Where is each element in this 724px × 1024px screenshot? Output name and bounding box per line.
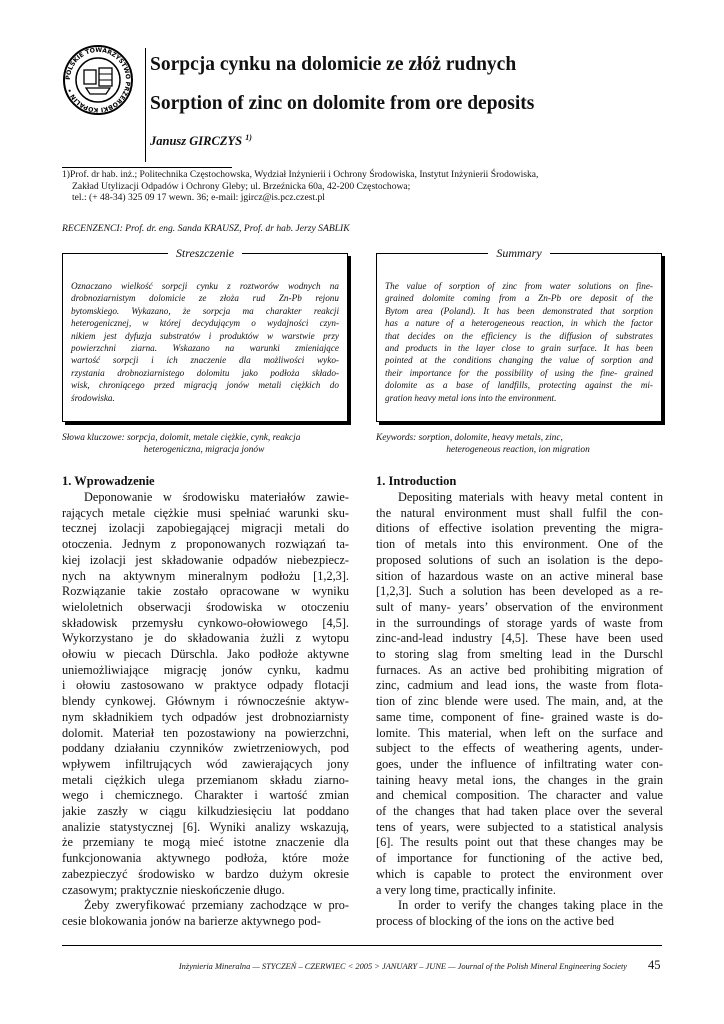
section-heading-polish: 1. Wprowadzenie [62, 474, 155, 488]
page-number: 45 [648, 958, 661, 972]
keywords-line: Słowa kluczowe: sorpcja, dolomit, metale ciężkie, cynk, reakcja [62, 433, 301, 443]
author-footnote [62, 169, 672, 204]
abstract-line: powierzchni ziarna. Wskazano na warunki zmieniające [71, 343, 339, 354]
body-line: zinc-and-lead industry [4,5]. These have been used [376, 631, 663, 646]
abstract-line: dolomite as a base of landfills, protecting against the mi- [385, 380, 653, 391]
abstract-line: środowiska. [71, 392, 115, 403]
abstract-line: Oznaczano wielkość sorpcji cynku z roztworów wodnych na [71, 281, 339, 291]
body-line: funkcjonowania aktywnego podłoża, które może [62, 851, 349, 866]
body-line: wego i chemicznego. Charakter i wartość zmian [62, 788, 349, 803]
section-heading-english: 1. Introduction [376, 474, 457, 488]
abstract-line: nikiem jest dyfuzja substratów i produktów w warstwie przy [71, 330, 339, 341]
keywords-line: Keywords: sorption, dolomite, heavy metals, zinc, [376, 433, 563, 443]
svg-text:POLSKIE TOWARZYSTWO PRZERÓBKI: POLSKIE TOWARZYSTWO PRZERÓBKI KOPALIN • [64, 46, 132, 114]
body-line: taining heavy metal ions, the changes in the grain [376, 772, 663, 787]
abstract-line: Bytom area (Poland). It has been demonstrated that sorption [385, 305, 653, 316]
abstract-polish-box [62, 246, 348, 422]
body-line: dolomit. Materiał ten pozostawiony na powierzchni, [62, 725, 349, 740]
footnote-line: tel.: (+ 48-34) 325 09 17 wewn. 36; e-mail: jgircz@is.pcz.czest.pl [72, 192, 325, 204]
reviewers: RECENZENCI: Prof. dr. eng. Sanda KRAUSZ, Prof. dr hab. Jerzy SABLIK [62, 223, 350, 234]
body-line: zabezpieczyć środowisko w bardzo dużym okresie [62, 866, 349, 881]
body-line: goes, under the influence of infiltrating water con- [376, 756, 663, 771]
body-line: In order to verify the changes taking place in the [398, 898, 663, 913]
abstract-line: pointed at the conditions changing the value of sorption and [385, 355, 653, 366]
body-line: ołowiu w piecach Dürschla. Jako podłoże aktywne [62, 647, 349, 662]
body-line: metali ciężkich ulega przemianom składu ziarno- [62, 772, 349, 787]
author-name: Janusz GIRCZYS [150, 134, 243, 149]
body-line: czasowym; praktycznie nieskończenie długo. [62, 882, 285, 897]
body-line: tion of zinc blende were used. The main, and, at the [376, 694, 663, 709]
abstract-line: wisk, chroniącego przed migracją jonów metali ciężkich do [71, 380, 339, 391]
abstract-line: grained dolomite coming from a Zn-Pb ore deposit of the [385, 293, 653, 304]
body-line: tecznej izolacji zapobiegającej migracji metali do [62, 521, 349, 536]
body-line: to storing slag from smelting lead in the Durschl [376, 647, 663, 662]
body-line: a very long time, practically infinite. [376, 882, 556, 897]
title-polish: Sorpcja cynku na dolomicie ze złóż rudnych [150, 54, 517, 75]
abstract-line: The value of sorption of zinc from water solutions on fine- [385, 281, 653, 291]
society-logo [62, 44, 134, 116]
body-line: uniemożliwiające migrację jonów cynku, kadmu [62, 662, 349, 677]
abstract-line: has a nature of a heterogeneous reaction, in which the factor [385, 318, 653, 329]
abstract-line: and products in the layer close to grain surface. It has been [385, 343, 653, 354]
society-seal-icon [62, 44, 134, 116]
footnote-divider [62, 167, 232, 168]
abstract-english-title: Summary [488, 246, 549, 260]
abstract-english-text [385, 280, 653, 404]
body-line: which is capable to protect the environment over [376, 866, 663, 881]
body-line: blendy cynkowej. Głównym i równocześnie aktyw- [62, 694, 349, 709]
body-line: że przemiany te mogą mieć istotne znaczenie dla [62, 835, 349, 850]
footer-divider [62, 945, 662, 946]
body-line: [6]. The results point out that these changes may be [376, 835, 663, 850]
header-divider [145, 48, 146, 162]
body-line: the natural environment must shall fulfil the con- [376, 505, 663, 520]
body-line: nych na aktywnym mineralnym podłożu [1,2,3]. [62, 568, 349, 583]
body-line: lomite. This material, when left on the surface and [376, 725, 663, 740]
abstract-line: their importance for the possibility of using the fine- grained [385, 367, 653, 378]
body-line: same time, component of fine- grained waste is do- [376, 709, 663, 724]
footnote-line: 1)Prof. dr hab. inż.; Politechnika Częstochowska, Wydział Inżynierii i Ochrony Środowiska, Instytut Inżynierii Środowiska, [62, 169, 539, 180]
title-english: Sorption of zinc on dolomite from ore deposits [150, 93, 535, 114]
body-line: Rozwiązanie takie zostało opracowane w wyniku [62, 584, 349, 599]
body-line: wpływem infiltrujących wód zawierających jony [62, 756, 349, 771]
journal-footer: Inżynieria Mineralna — STYCZEŃ – CZERWIEC < 2005 > JANUARY – JUNE — Journal of the Polish Mineral Engineering Society [178, 962, 627, 971]
abstract-line: gration heavy metal ions into the environment. [385, 392, 557, 403]
footnote-line: Zakład Utylizacji Odpadów i Ochrony Gleby; ul. Brzeźnicka 60a, 42-200 Częstochowa; [72, 180, 411, 192]
body-line: furnaces. As an active bed prohibiting migration of [376, 662, 663, 677]
body-line: otoczenia. Jednym z proponowanych rozwiązań ta- [62, 537, 349, 552]
keywords-line: heterogeneous reaction, ion migration [446, 445, 590, 455]
body-line: wieloletnich obserwacji środowiska w otoczeniu [62, 599, 349, 614]
author-footnote-marker: 1) [245, 133, 252, 142]
abstract-line: bytomskiego. Wykazano, że sorpcja ma charakter reakcji [71, 305, 339, 316]
body-line: Żeby zweryfikować przemiany zachodzące w pro- [84, 898, 349, 913]
abstract-english-box [376, 246, 662, 422]
body-line: tens of years, were subjected to a statistical analysis [376, 819, 663, 834]
body-line: nym składnikiem tych odpadów jest drobnoziarnisty [62, 709, 349, 724]
body-line: rających metale ciężkie musi spełniać warunki sku- [62, 505, 349, 520]
body-line: i ołowiu zastosowano w praktyce odpady flotacji [62, 678, 349, 693]
body-line: Deponowanie w środowisku materiałów zawie- [84, 490, 349, 504]
abstract-polish-title: Streszczenie [168, 246, 242, 260]
body-line: in the surroundings of storage yards of waste from [376, 615, 663, 630]
body-line: cesie blokowania jonów na barierze aktywnego pod- [62, 913, 321, 928]
body-line: ditions of effective isolation preventing the migra- [376, 521, 663, 536]
body-line: sult of many- years’ observation of the environment [376, 599, 663, 614]
author [150, 133, 252, 149]
body-line: of the changes that had taken place over the several [376, 804, 663, 819]
body-text-polish [62, 490, 349, 930]
body-line: jakie zaszły w ciągu kilkudziesięciu lat poddano [62, 804, 349, 819]
body-line: poddany działaniu czynników zwietrzeniowych, pod [62, 741, 349, 756]
body-line: tion of metals into this environment. One of the [376, 537, 663, 552]
abstract-line: drobnoziarnistym dolomicie ze złoża rud Zn-Pb rejonu [71, 293, 339, 304]
keywords-line: heterogeniczna, migracja jonów [143, 445, 265, 455]
abstract-polish-text [71, 280, 339, 404]
body-line: Depositing materials with heavy metal content in [398, 490, 663, 504]
abstract-line: heterogenicznej, w której decydującym o wydajności czyn- [71, 318, 339, 329]
body-line: [1,2,3]. Such a solution has been developed as a re- [376, 584, 663, 599]
body-line: Wykorzystano je do składowania żużli z wytopu [62, 631, 349, 646]
body-line: subject to the effects of weathering agents, under- [376, 741, 663, 756]
body-line: of importance for functioning of the active bed, [376, 851, 663, 866]
abstract-line: rzystania drobnoziarnistego dolomitu jako podłoża składo- [71, 367, 339, 378]
keywords-polish [62, 432, 346, 456]
body-line: składowisk przemysłu cynkowo-ołowiowego [4,5]. [62, 615, 349, 630]
body-line: and chemical composition. The character and value [376, 788, 663, 803]
body-line: kiej izolacji jest składowanie odpadów niebezpiecz- [62, 552, 349, 567]
body-line: proposed solutions of such an isolation is the depo- [376, 552, 663, 567]
body-line: sition of hazardous waste on an active mineral base [376, 568, 663, 583]
body-line: analizie statystycznej [6]. Wyniki analizy wskazują, [62, 819, 349, 834]
abstract-line: that decides on the efficiency is the diffusion of substrates [385, 330, 653, 341]
abstract-line: wartość sorpcji i ich znaczenie dla możliwości wyko- [71, 355, 339, 366]
body-line: process of blocking of the ions on the active bed [376, 913, 615, 928]
keywords-english [376, 432, 660, 456]
body-line: zinc, cadmium and lead ions, the waste from flota- [376, 678, 663, 693]
body-text-english [376, 490, 663, 930]
